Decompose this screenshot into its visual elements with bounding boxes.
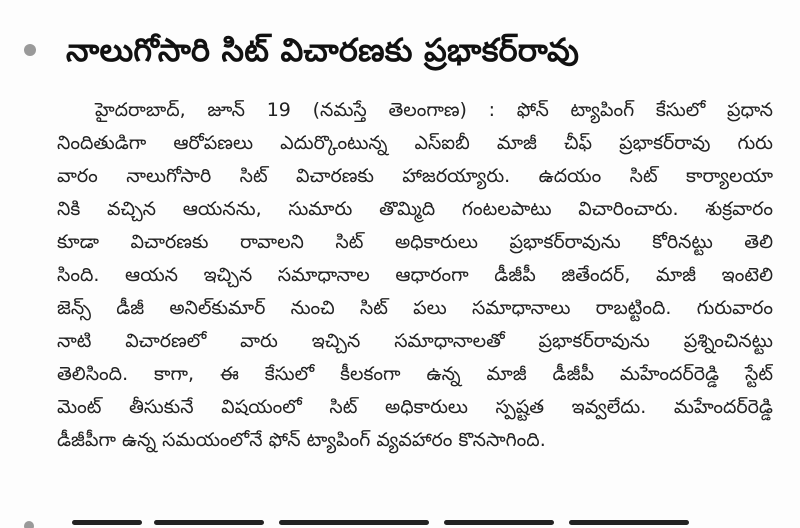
bullet-icon xyxy=(24,521,34,528)
body-line: తెలిసింది. కాగా, ఈ కేసులో కీలకంగా ఉన్న మాజీ డీజీపీ మహేందర్‌రెడ్డి స్టేట్ xyxy=(57,363,773,385)
body-line: హైదరాబాద్, జూన్ 19 (నమస్తే తెలంగాణ) : ఫోన్ ట్యాపింగ్ కేసులో ప్రధాన xyxy=(95,99,773,121)
text-fragment xyxy=(569,520,689,525)
article-body xyxy=(57,94,773,457)
body-line: జెన్స్ డీజీ అనిల్‌కుమార్ నుంచి సిట్ పలు సమాధానాలు రాబట్టింది. గురువారం xyxy=(57,297,773,319)
body-line: కూడా విచారణకు రావాలని సిట్ అధికారులు ప్రభాకర్‌రావును కోరినట్టు తెలి xyxy=(57,231,773,253)
body-line: నికి వచ్చిన ఆయనను, సుమారు తొమ్మిది గంటలపాటు విచారించారు. శుక్రవారం xyxy=(57,198,773,220)
text-fragment xyxy=(279,520,429,525)
text-fragment xyxy=(444,520,554,525)
body-line: నిందితుడిగా ఆరోపణలు ఎదుర్కొంటున్న ఎస్ఐబీ మాజీ చీఫ్ ప్రభాకర్‌రావు గురు xyxy=(57,132,773,154)
text-fragment xyxy=(72,520,142,525)
next-article-fragment xyxy=(24,516,740,528)
headline-row xyxy=(24,24,780,76)
body-line: నాటి విచారణలో వారు ఇచ్చిన సమాధానాలతో ప్రభాకర్‌రావును ప్రశ్నించినట్టు xyxy=(57,330,773,352)
article-headline: నాలుగోసారి సిట్ విచారణకు ప్రభాకర్‌రావు xyxy=(66,31,580,69)
bullet-icon xyxy=(24,44,36,56)
body-line: సింది. ఆయన ఇచ్చిన సమాధానాల ఆధారంగా డీజీపీ జితేందర్, మాజీ ఇంటెలి xyxy=(57,264,773,286)
body-line: డీజీపీగా ఉన్న సమయంలోనే ఫోన్ ట్యాపింగ్ వ్యవహారం కొనసాగింది. xyxy=(57,429,546,451)
previous-article-fragment xyxy=(80,0,200,4)
body-line: వారం నాలుగోసారి సిట్ విచారణకు హాజరయ్యారు. ఉదయం సిట్ కార్యాలయా xyxy=(57,165,773,187)
body-line: మెంట్ తీసుకునే విషయంలో సిట్ అధికారులు స్పష్టత ఇవ్వలేదు. మహేందర్‌రెడ్డి xyxy=(57,396,773,418)
text-fragment xyxy=(154,520,264,525)
